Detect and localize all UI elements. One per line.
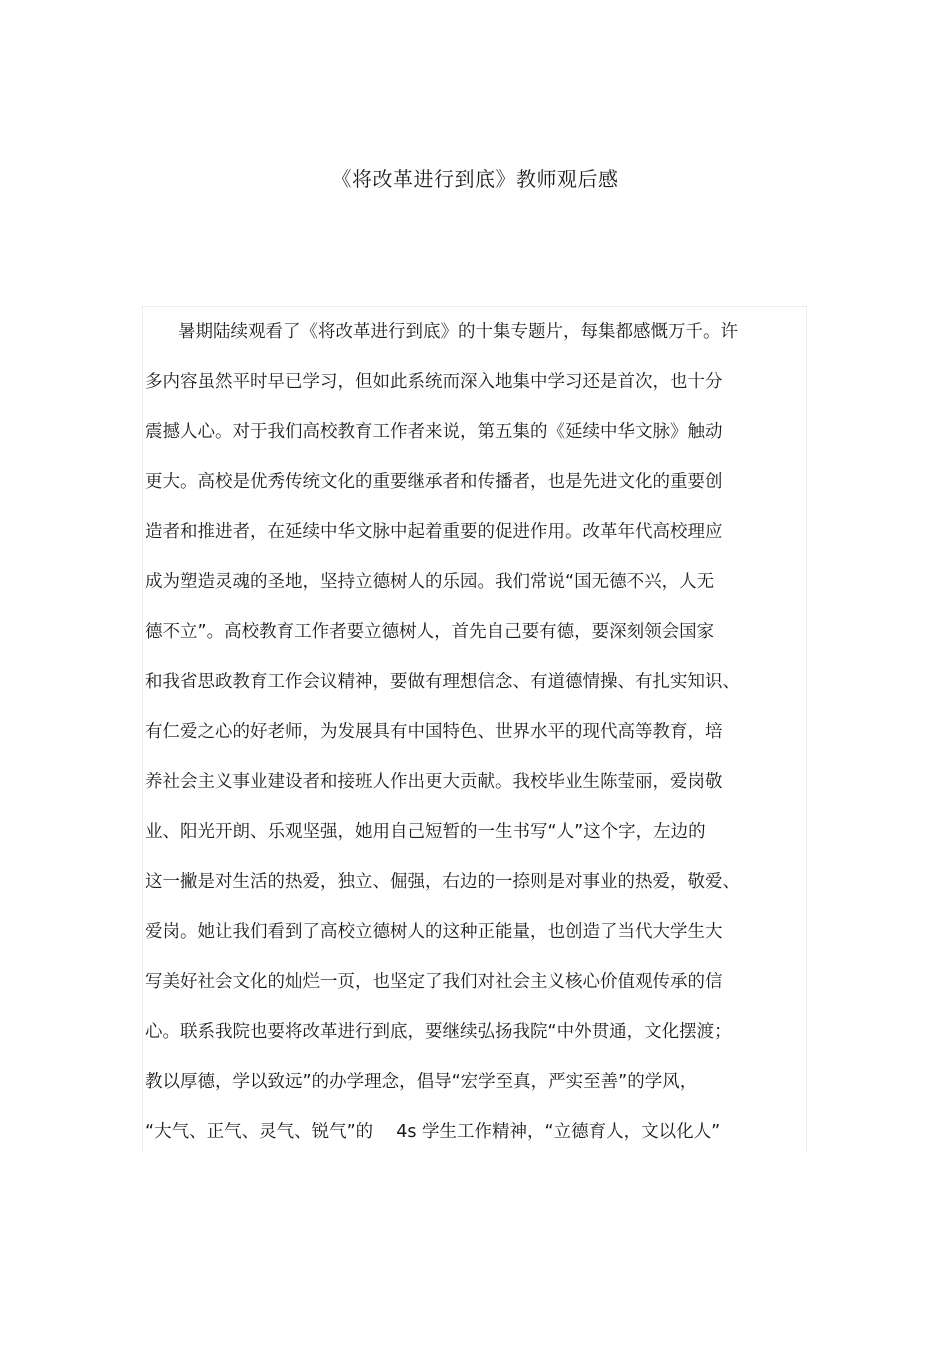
body-line-6: 成为塑造灵魂的圣地，坚持立德树人的乐园。我们常说“国无德不兴，人无 <box>145 572 715 592</box>
body-line-10: 养社会主义事业建设者和接班人作出更大贡献。我校毕业生陈莹丽，爱岗敬 <box>145 772 723 792</box>
body-line-1: 暑期陆续观看了《将改革进行到底》的十集专题片，每集都感慨万千。许 <box>178 322 738 342</box>
body-line-5: 造者和推进者，在延续中华文脉中起着重要的促进作用。改革年代高校理应 <box>145 522 723 542</box>
document-title: 《将改革进行到底》教师观后感 <box>331 167 619 191</box>
body-line-13: 爱岗。她让我们看到了高校立德树人的这种正能量，也创造了当代大学生大 <box>145 922 723 942</box>
body-line-3: 震撼人心。对于我们高校教育工作者来说，第五集的《延续中华文脉》触动 <box>145 422 723 442</box>
body-text-frame <box>142 306 807 1152</box>
body-line-17: “大气、正气、灵气、锐气”的 4s 学生工作精神，“立德育人，文以化人” <box>145 1122 721 1142</box>
body-line-15: 心。联系我院也要将改革进行到底，要继续弘扬我院“中外贯通，文化摆渡； <box>145 1022 732 1042</box>
body-line-7: 德不立”。高校教育工作者要立德树人，首先自己要有德，要深刻领会国家 <box>145 622 715 642</box>
body-line-9: 有仁爱之心的好老师，为发展具有中国特色、世界水平的现代高等教育，培 <box>145 722 723 742</box>
body-line-14: 写美好社会文化的灿烂一页，也坚定了我们对社会主义核心价值观传承的信 <box>145 972 723 992</box>
body-line-8: 和我省思政教育工作会议精神，要做有理想信念、有道德情操、有扎实知识、 <box>145 672 740 692</box>
body-line-2: 多内容虽然平时早已学习，但如此系统而深入地集中学习还是首次，也十分 <box>145 372 723 392</box>
body-line-11: 业、阳光开朗、乐观坚强，她用自己短暂的一生书写“人”这个字，左边的 <box>145 822 706 842</box>
body-line-12: 这一撇是对生活的热爱，独立、倔强，右边的一捺则是对事业的热爱，敬爱、 <box>145 872 740 892</box>
body-line-4: 更大。高校是优秀传统文化的重要继承者和传播者，也是先进文化的重要创 <box>145 472 723 492</box>
body-line-16: 教以厚德，学以致远”的办学理念，倡导“宏学至真，严实至善”的学风， <box>145 1072 698 1092</box>
